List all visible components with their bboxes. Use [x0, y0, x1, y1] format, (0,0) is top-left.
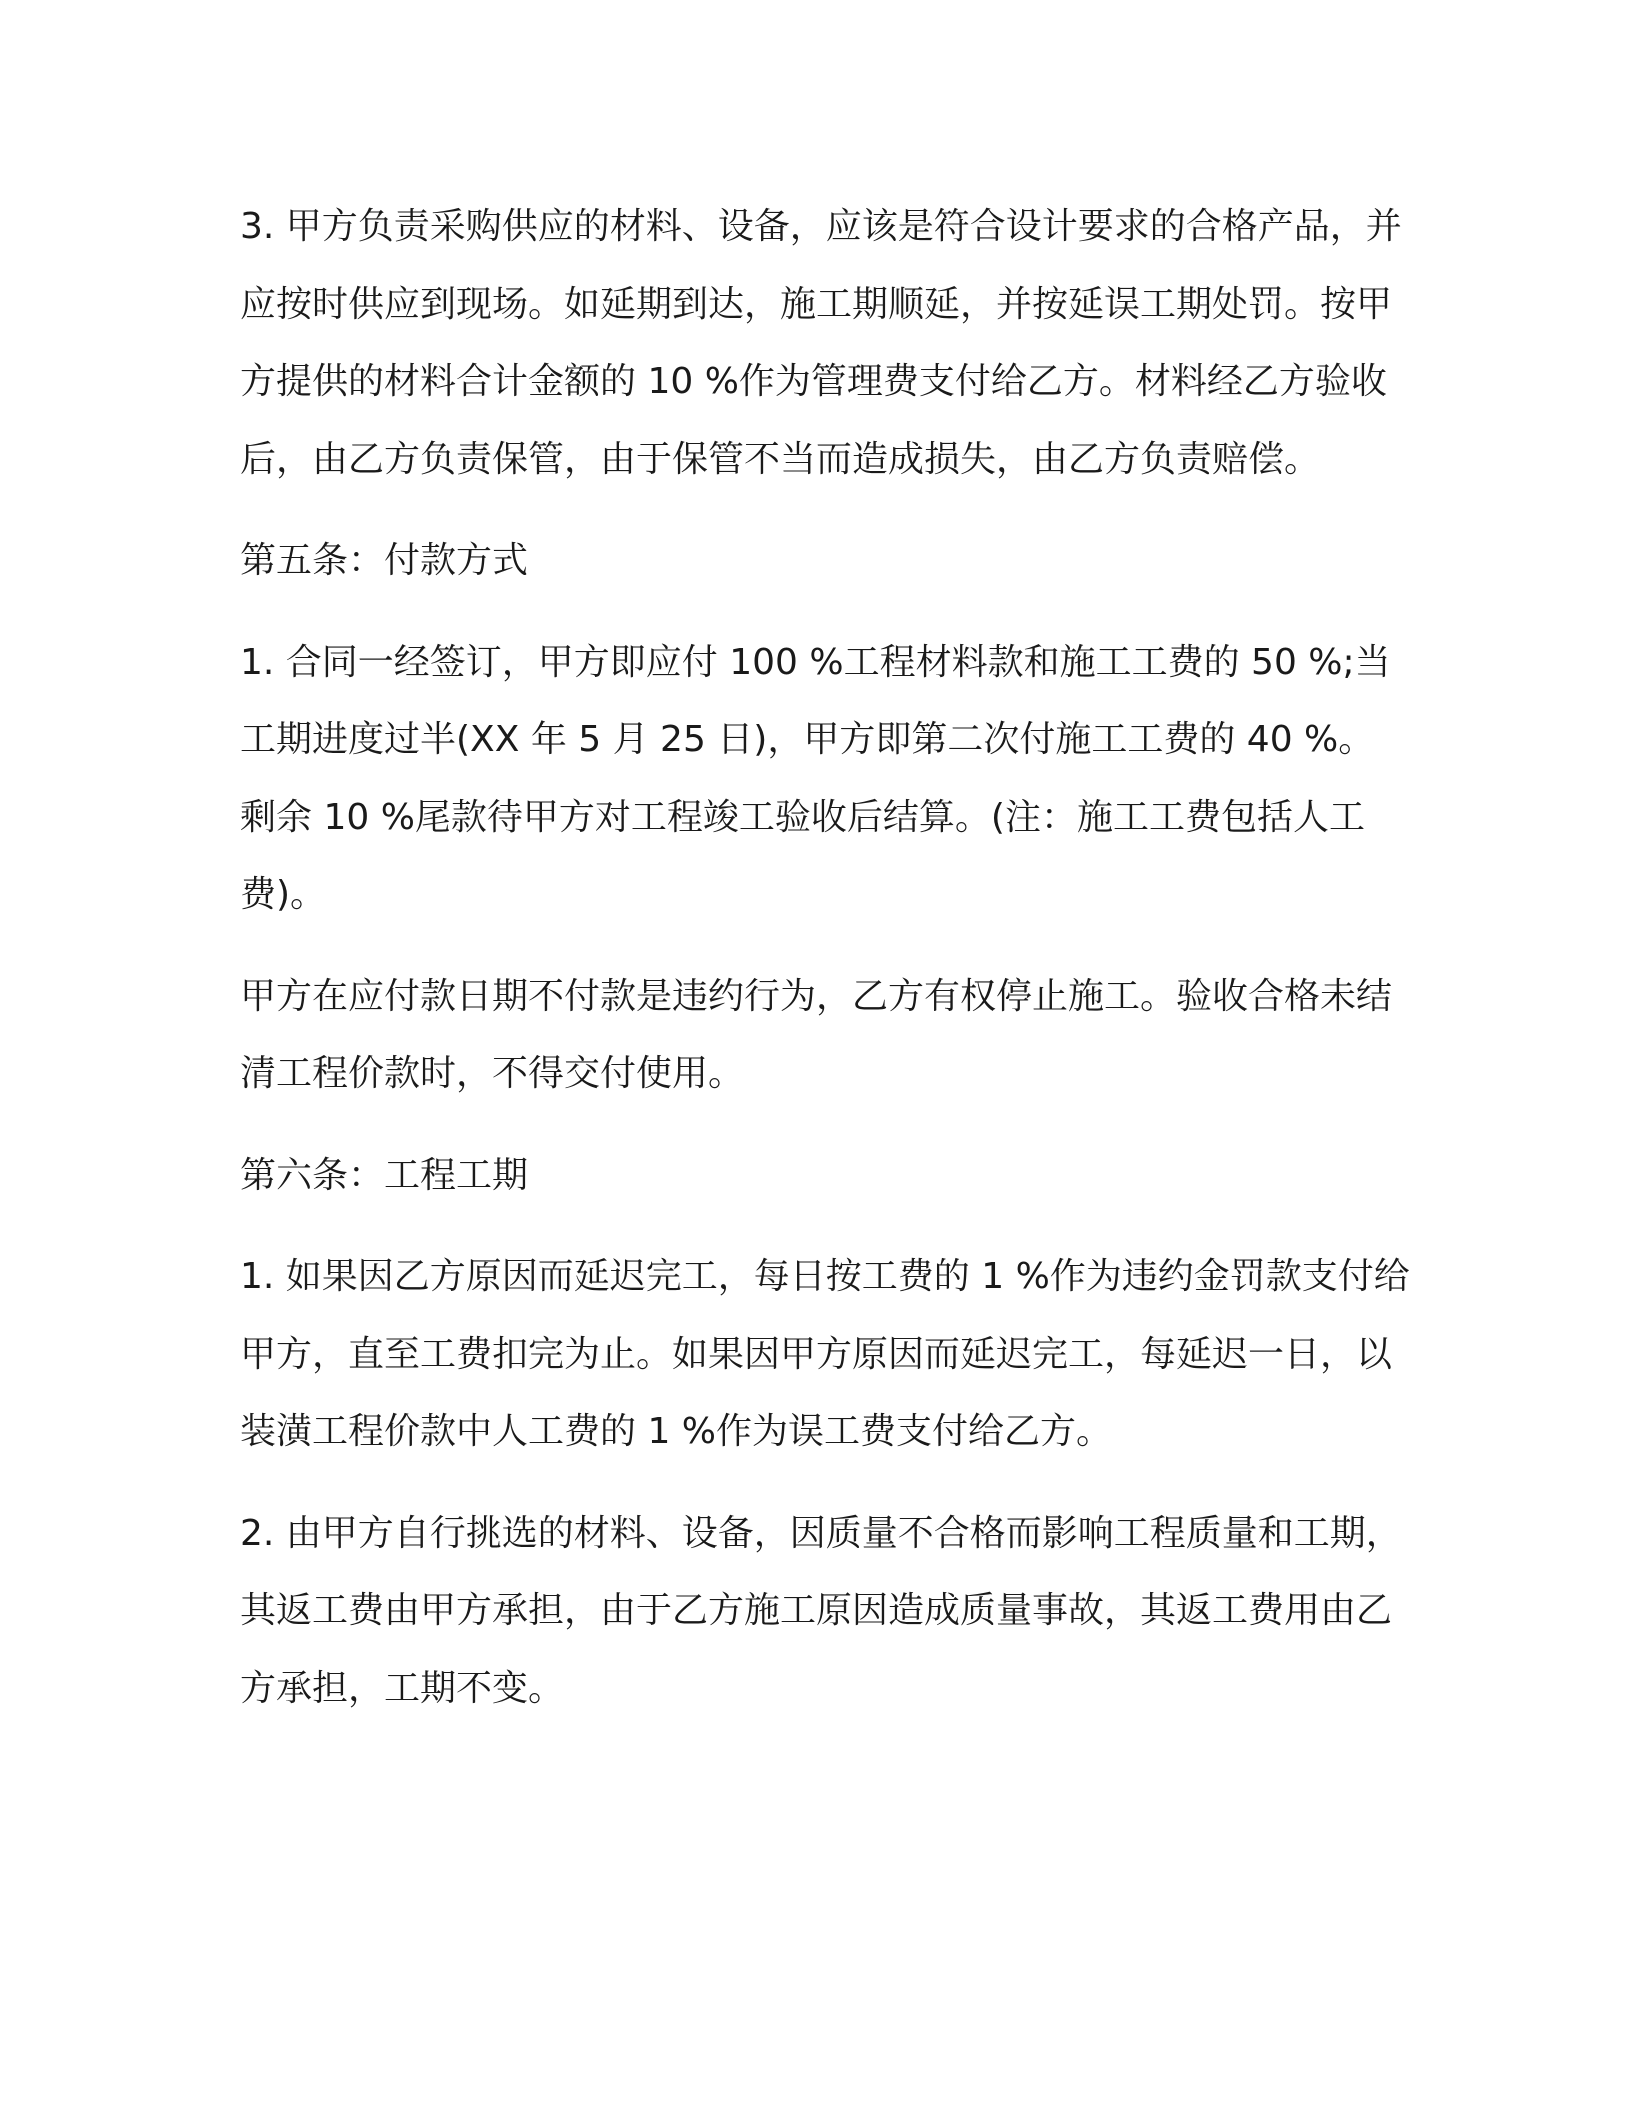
clause-5-heading: 第五条：付款方式: [240, 540, 529, 581]
clause-6-heading: 第六条：工程工期: [240, 1154, 529, 1196]
clause-4-item-3-paragraph: 3. 甲方负责采购供应的材料、设备，应该是符合设计要求的合格产品，并应按时供应到现场。如延期到达，施工期顺延，并按延误工期处罚。按甲方提供的材料合计金额的 10 %作为管理费支付给乙方。材料经乙方验收后，由乙方负责保管，由于保管不当而造成损失，由乙方负责赔偿。: [240, 206, 1402, 480]
clause-5-note-paragraph: 甲方在应付款日期不付款是违约行为，乙方有权停止施工。验收合格未结清工程价款时，不得交付使用。: [240, 975, 1393, 1094]
clause-6-item-1-paragraph: 1. 如果因乙方原因而延迟完工，每日按工费的 1 %作为违约金罚款支付给甲方，直至工费扣完为止。如果因甲方原因而延迟完工，每延迟一日，以装潢工程价款中人工费的 1 %作为误工费支付给乙方。: [240, 1256, 1410, 1452]
clause-5-item-1-paragraph: 1. 合同一经签订，甲方即应付 100 %工程材料款和施工工费的 50 %;当工期进度过半(XX 年 5 月 25 日)，甲方即第二次付施工工费的 40 %。剩余 10 %尾款待甲方对工程竣工验收后结算。(注：施工工费包括人工费)。: [240, 641, 1391, 915]
clause-6-item-2-paragraph: 2. 由甲方自行挑选的材料、设备，因质量不合格而影响工程质量和工期，其返工费由甲方承担，由于乙方施工原因造成质量事故，其返工费用由乙方承担，工期不变。: [240, 1512, 1402, 1709]
document-body: [240, 188, 1410, 1727]
